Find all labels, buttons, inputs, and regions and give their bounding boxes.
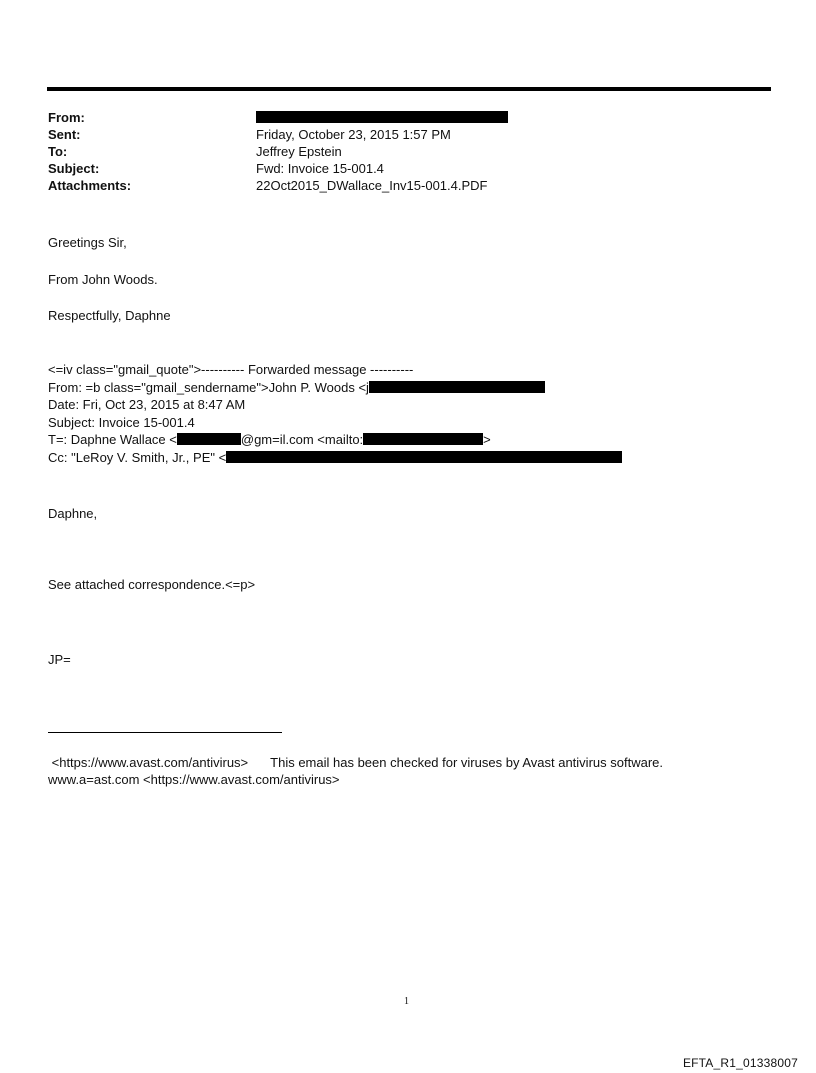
redaction-bar <box>256 111 508 123</box>
forward-date-line: Date: Fri, Oct 23, 2015 at 8:47 AM <box>48 397 246 412</box>
redaction-bar <box>177 433 241 445</box>
antivirus-footer <box>48 754 663 788</box>
redaction-bar <box>363 433 483 445</box>
bates-number: EFTA_R1_01338007 <box>682 1056 798 1070</box>
forward-from-line <box>48 379 622 397</box>
body-line: From John Woods. <box>48 272 158 287</box>
message-text: See attached correspondence.<=p> <box>48 577 256 592</box>
forward-subject-line: Subject: Invoice 15-001.4 <box>48 414 195 430</box>
avast-notice: This email has been checked for viruses by Avast antivirus software. <box>270 755 663 770</box>
forward-to-line <box>48 431 622 449</box>
to-label: To: <box>48 144 68 159</box>
signoff: Respectfully, Daphne <box>48 308 171 323</box>
message-salutation: Daphne, <box>48 506 98 521</box>
redaction-bar <box>226 451 622 463</box>
sent-value: Friday, October 23, 2015 1:57 PM <box>256 127 451 142</box>
forward-from-text: From: =b class="gmail_sendername">John P. Woods <j <box>48 379 369 395</box>
message-signature: JP= <box>48 652 71 667</box>
sent-label: Sent: <box>48 127 81 142</box>
greeting: Greetings Sir, <box>48 235 127 250</box>
subject-value: Fwd: Invoice 15-001.4 <box>256 161 384 176</box>
page-number: 1 <box>404 996 409 1007</box>
from-label: From: <box>48 110 85 125</box>
forward-cc-text: Cc: "LeRoy V. Smith, Jr., PE" < <box>48 449 227 465</box>
forward-to-middle: @gm=il.com <mailto: <box>240 432 364 447</box>
from-value-redacted <box>256 109 508 126</box>
forward-cc-line <box>48 449 622 467</box>
forwarded-header <box>48 361 622 466</box>
forward-quote-line: <=iv class="gmail_quote">---------- Forwarded message ---------- <box>48 362 414 377</box>
attachments-label: Attachments: <box>48 178 132 193</box>
top-rule <box>47 87 771 91</box>
footer-line-2: www.a=ast.com <https://www.avast.com/antivirus> <box>48 772 340 787</box>
footer-line-1 <box>48 754 663 771</box>
attachment-filename: 22Oct2015_DWallace_Inv15-001.4.PDF <box>256 178 488 193</box>
forward-to-prefix: T=: Daphne Wallace < <box>48 432 177 447</box>
redaction-bar <box>369 381 545 393</box>
forward-to-suffix: > <box>483 432 491 447</box>
signature-divider <box>48 732 282 733</box>
subject-label: Subject: <box>48 161 100 176</box>
avast-link[interactable]: <https://www.avast.com/antivirus> <box>51 755 249 770</box>
to-value: Jeffrey Epstein <box>256 144 342 159</box>
